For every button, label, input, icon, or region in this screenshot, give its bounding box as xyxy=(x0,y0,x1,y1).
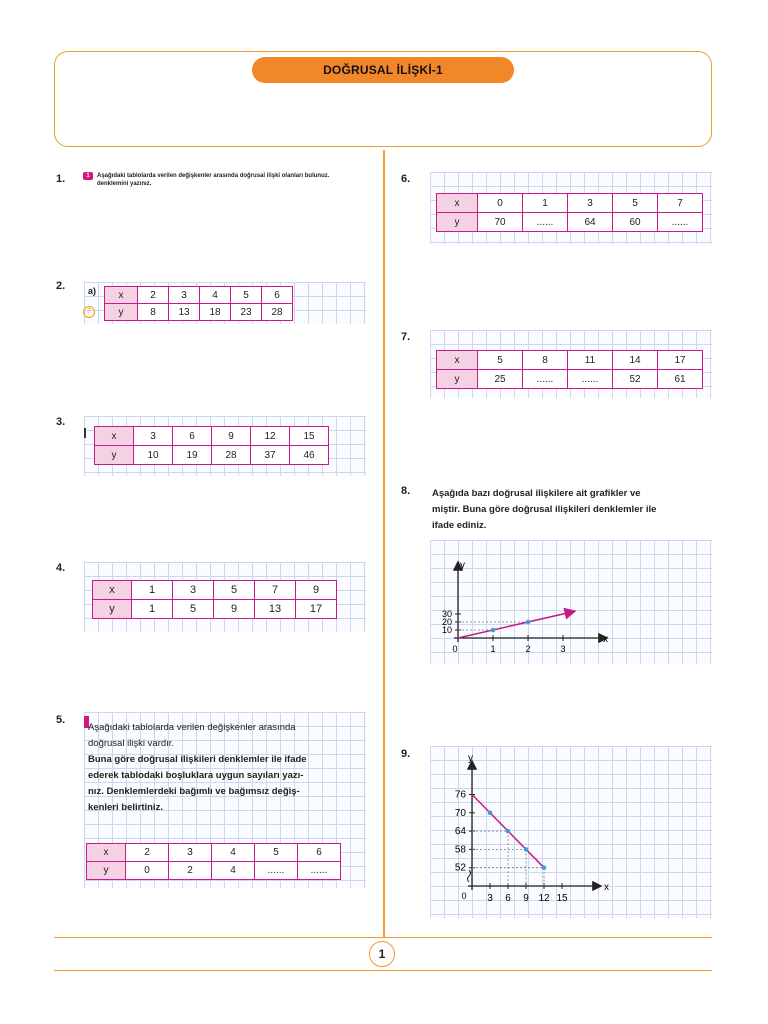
y-tick-label: 64 xyxy=(454,826,466,838)
table-cell: 9 xyxy=(296,581,337,600)
question-number: 6. xyxy=(401,173,411,185)
table-row xyxy=(93,600,337,619)
question-5-line: doğrusal ilişki vardır. xyxy=(88,738,175,749)
table-row xyxy=(437,213,703,232)
question-number: 3. xyxy=(56,416,66,428)
table-cell: y xyxy=(93,600,132,619)
table-cell: 25 xyxy=(478,370,523,389)
data-point xyxy=(491,628,496,633)
table-cell: 64 xyxy=(568,213,613,232)
table-cell: 0 xyxy=(126,862,169,880)
table-cell: 0 xyxy=(478,194,523,213)
table-cell: 60 xyxy=(613,213,658,232)
table-cell: 8 xyxy=(523,351,568,370)
table-cell: 3 xyxy=(134,427,173,446)
question-number: 1. xyxy=(56,173,66,185)
axis-break-icon xyxy=(468,870,471,882)
hint-icon: ? xyxy=(83,306,95,318)
table-cell: 9 xyxy=(212,427,251,446)
data-point xyxy=(488,811,493,816)
table-cell: 14 xyxy=(613,351,658,370)
table-cell: 23 xyxy=(231,304,262,321)
table-cell: x xyxy=(93,581,132,600)
q2-table xyxy=(104,286,293,321)
question-number: 8. xyxy=(401,485,411,497)
y-tick-label: 30 xyxy=(441,609,452,619)
q8-chart xyxy=(430,555,630,660)
question-number: 2. xyxy=(56,280,66,292)
table-cell: 19 xyxy=(173,446,212,465)
data-point xyxy=(526,620,531,625)
origin-label: 0 xyxy=(452,644,458,654)
question-number: 4. xyxy=(56,562,66,574)
table-cell: ...... xyxy=(523,370,568,389)
table-cell: 5 xyxy=(231,287,262,304)
table-cell: x xyxy=(95,427,134,446)
table-cell: 5 xyxy=(173,600,214,619)
table-cell: 5 xyxy=(214,581,255,600)
table-cell: ...... xyxy=(298,862,341,880)
table-cell: 11 xyxy=(568,351,613,370)
question-number: 9. xyxy=(401,748,411,760)
table-row xyxy=(437,351,703,370)
table-cell: 61 xyxy=(658,370,703,389)
table-cell: 52 xyxy=(613,370,658,389)
table-cell: ...... xyxy=(658,213,703,232)
x-tick-label: 1 xyxy=(490,644,496,654)
margin-marker xyxy=(84,428,86,438)
table-row xyxy=(105,304,293,321)
table-cell: 4 xyxy=(212,862,255,880)
y-tick-label: 20 xyxy=(441,617,452,627)
table-cell: 18 xyxy=(200,304,231,321)
table-cell: 70 xyxy=(478,213,523,232)
question-8-line: miştir. Buna göre doğrusal ilişkileri denklemler ile xyxy=(432,504,657,515)
q9-chart xyxy=(430,746,630,918)
question-5-text xyxy=(88,720,368,816)
table-cell: 9 xyxy=(214,600,255,619)
q7-table xyxy=(436,350,703,389)
table-row xyxy=(93,581,337,600)
table-cell: 17 xyxy=(658,351,703,370)
table-cell: 28 xyxy=(212,446,251,465)
x-axis-label: x xyxy=(604,882,609,893)
x-tick-label: 15 xyxy=(556,893,568,904)
column-divider xyxy=(383,150,385,938)
table-cell: y xyxy=(105,304,138,321)
table-cell: 6 xyxy=(262,287,293,304)
table-cell: y xyxy=(437,370,478,389)
table-row xyxy=(437,194,703,213)
table-row xyxy=(87,844,341,862)
table-cell: 3 xyxy=(568,194,613,213)
table-cell: 7 xyxy=(255,581,296,600)
table-cell: 3 xyxy=(173,581,214,600)
x-tick-label: 2 xyxy=(525,644,531,654)
table-cell: 13 xyxy=(255,600,296,619)
table-cell: 1 xyxy=(132,600,173,619)
origin-label: 0 xyxy=(461,891,467,901)
page-title: DOĞRUSAL İLİŞKİ-1 xyxy=(252,57,514,83)
table-row xyxy=(95,427,329,446)
q5-table xyxy=(86,843,341,880)
y-axis-label: y xyxy=(460,560,465,571)
x-tick-label: 6 xyxy=(505,893,511,904)
table-cell: y xyxy=(87,862,126,880)
q3-table xyxy=(94,426,329,465)
question-number: 7. xyxy=(401,331,411,343)
question-number: 5. xyxy=(56,714,66,726)
table-cell: 5 xyxy=(255,844,298,862)
question-8-line: Aşağıda bazı doğrusal ilişkilere ait grafikler ve xyxy=(432,488,641,499)
table-cell: 4 xyxy=(212,844,255,862)
table-row xyxy=(437,370,703,389)
x-tick-label: 3 xyxy=(560,644,566,654)
x-tick-label: 3 xyxy=(487,893,493,904)
table-cell: 13 xyxy=(169,304,200,321)
table-cell: 37 xyxy=(251,446,290,465)
question-1-line-1: Aşağıdaki tablolarda verilen değişkenler arasında doğrusal ilişki olanları bulunuz. xyxy=(97,173,330,179)
table-row xyxy=(95,446,329,465)
question-8-line: ifade ediniz. xyxy=(432,520,487,531)
question-8-text xyxy=(432,486,717,534)
question-5-line: kenleri belirtiniz. xyxy=(88,802,163,813)
table-cell: y xyxy=(437,213,478,232)
y-axis-label: y xyxy=(468,753,473,764)
question-1-line-2: denklemini yazınız. xyxy=(97,181,152,187)
table-cell: y xyxy=(95,446,134,465)
table-cell: 1 xyxy=(132,581,173,600)
table-cell: 6 xyxy=(173,427,212,446)
footer-bottom-line xyxy=(54,970,712,971)
y-tick-label: 58 xyxy=(454,844,466,856)
table-cell: 46 xyxy=(290,446,329,465)
table-cell: 10 xyxy=(134,446,173,465)
series-line xyxy=(458,612,574,638)
table-cell: 6 xyxy=(298,844,341,862)
table-cell: 3 xyxy=(169,844,212,862)
question-5-line: nız. Denklemlerdeki bağımlı ve bağımsız değiş- xyxy=(88,786,300,797)
data-point xyxy=(524,847,529,852)
x-tick-label: 12 xyxy=(538,893,550,904)
table-cell: 3 xyxy=(169,287,200,304)
table-cell: 5 xyxy=(478,351,523,370)
footer-top-line xyxy=(54,937,712,938)
table-cell: x xyxy=(437,194,478,213)
y-tick-label: 76 xyxy=(454,789,466,801)
table-cell: 2 xyxy=(126,844,169,862)
table-row xyxy=(87,862,341,880)
question-5-line: Buna göre doğrusal ilişkileri denklemler ile ifade xyxy=(88,754,307,765)
page-number: 1 xyxy=(369,941,395,967)
table-cell: x xyxy=(437,351,478,370)
table-cell: ...... xyxy=(568,370,613,389)
table-row xyxy=(105,287,293,304)
table-cell: x xyxy=(87,844,126,862)
table-cell: 8 xyxy=(138,304,169,321)
question-5-line: Aşağıdaki tablolarda verilen değişkenler arasında xyxy=(88,722,296,733)
table-cell: 2 xyxy=(169,862,212,880)
table-cell: ...... xyxy=(523,213,568,232)
data-point xyxy=(506,829,511,834)
table-cell: 2 xyxy=(138,287,169,304)
y-tick-label: 10 xyxy=(441,625,452,635)
q6-table xyxy=(436,193,703,232)
y-tick-label: 70 xyxy=(454,807,466,819)
table-cell: 17 xyxy=(296,600,337,619)
q4-table xyxy=(92,580,337,619)
table-cell: 7 xyxy=(658,194,703,213)
table-cell: 1 xyxy=(523,194,568,213)
data-point xyxy=(542,865,547,870)
question-1-text xyxy=(97,172,372,188)
y-tick-label: 52 xyxy=(454,862,466,874)
table-cell: ...... xyxy=(255,862,298,880)
table-cell: 4 xyxy=(200,287,231,304)
question-5-line: ederek tablodaki boşluklara uygun sayıları yazı- xyxy=(88,770,304,781)
table-cell: x xyxy=(105,287,138,304)
table-cell: 28 xyxy=(262,304,293,321)
x-tick-label: 9 xyxy=(523,893,529,904)
sub-question-label: a) xyxy=(88,286,97,296)
table-cell: 15 xyxy=(290,427,329,446)
table-cell: 12 xyxy=(251,427,290,446)
x-axis-label: x xyxy=(603,634,608,645)
question-badge: 1 xyxy=(83,172,93,180)
table-cell: 5 xyxy=(613,194,658,213)
